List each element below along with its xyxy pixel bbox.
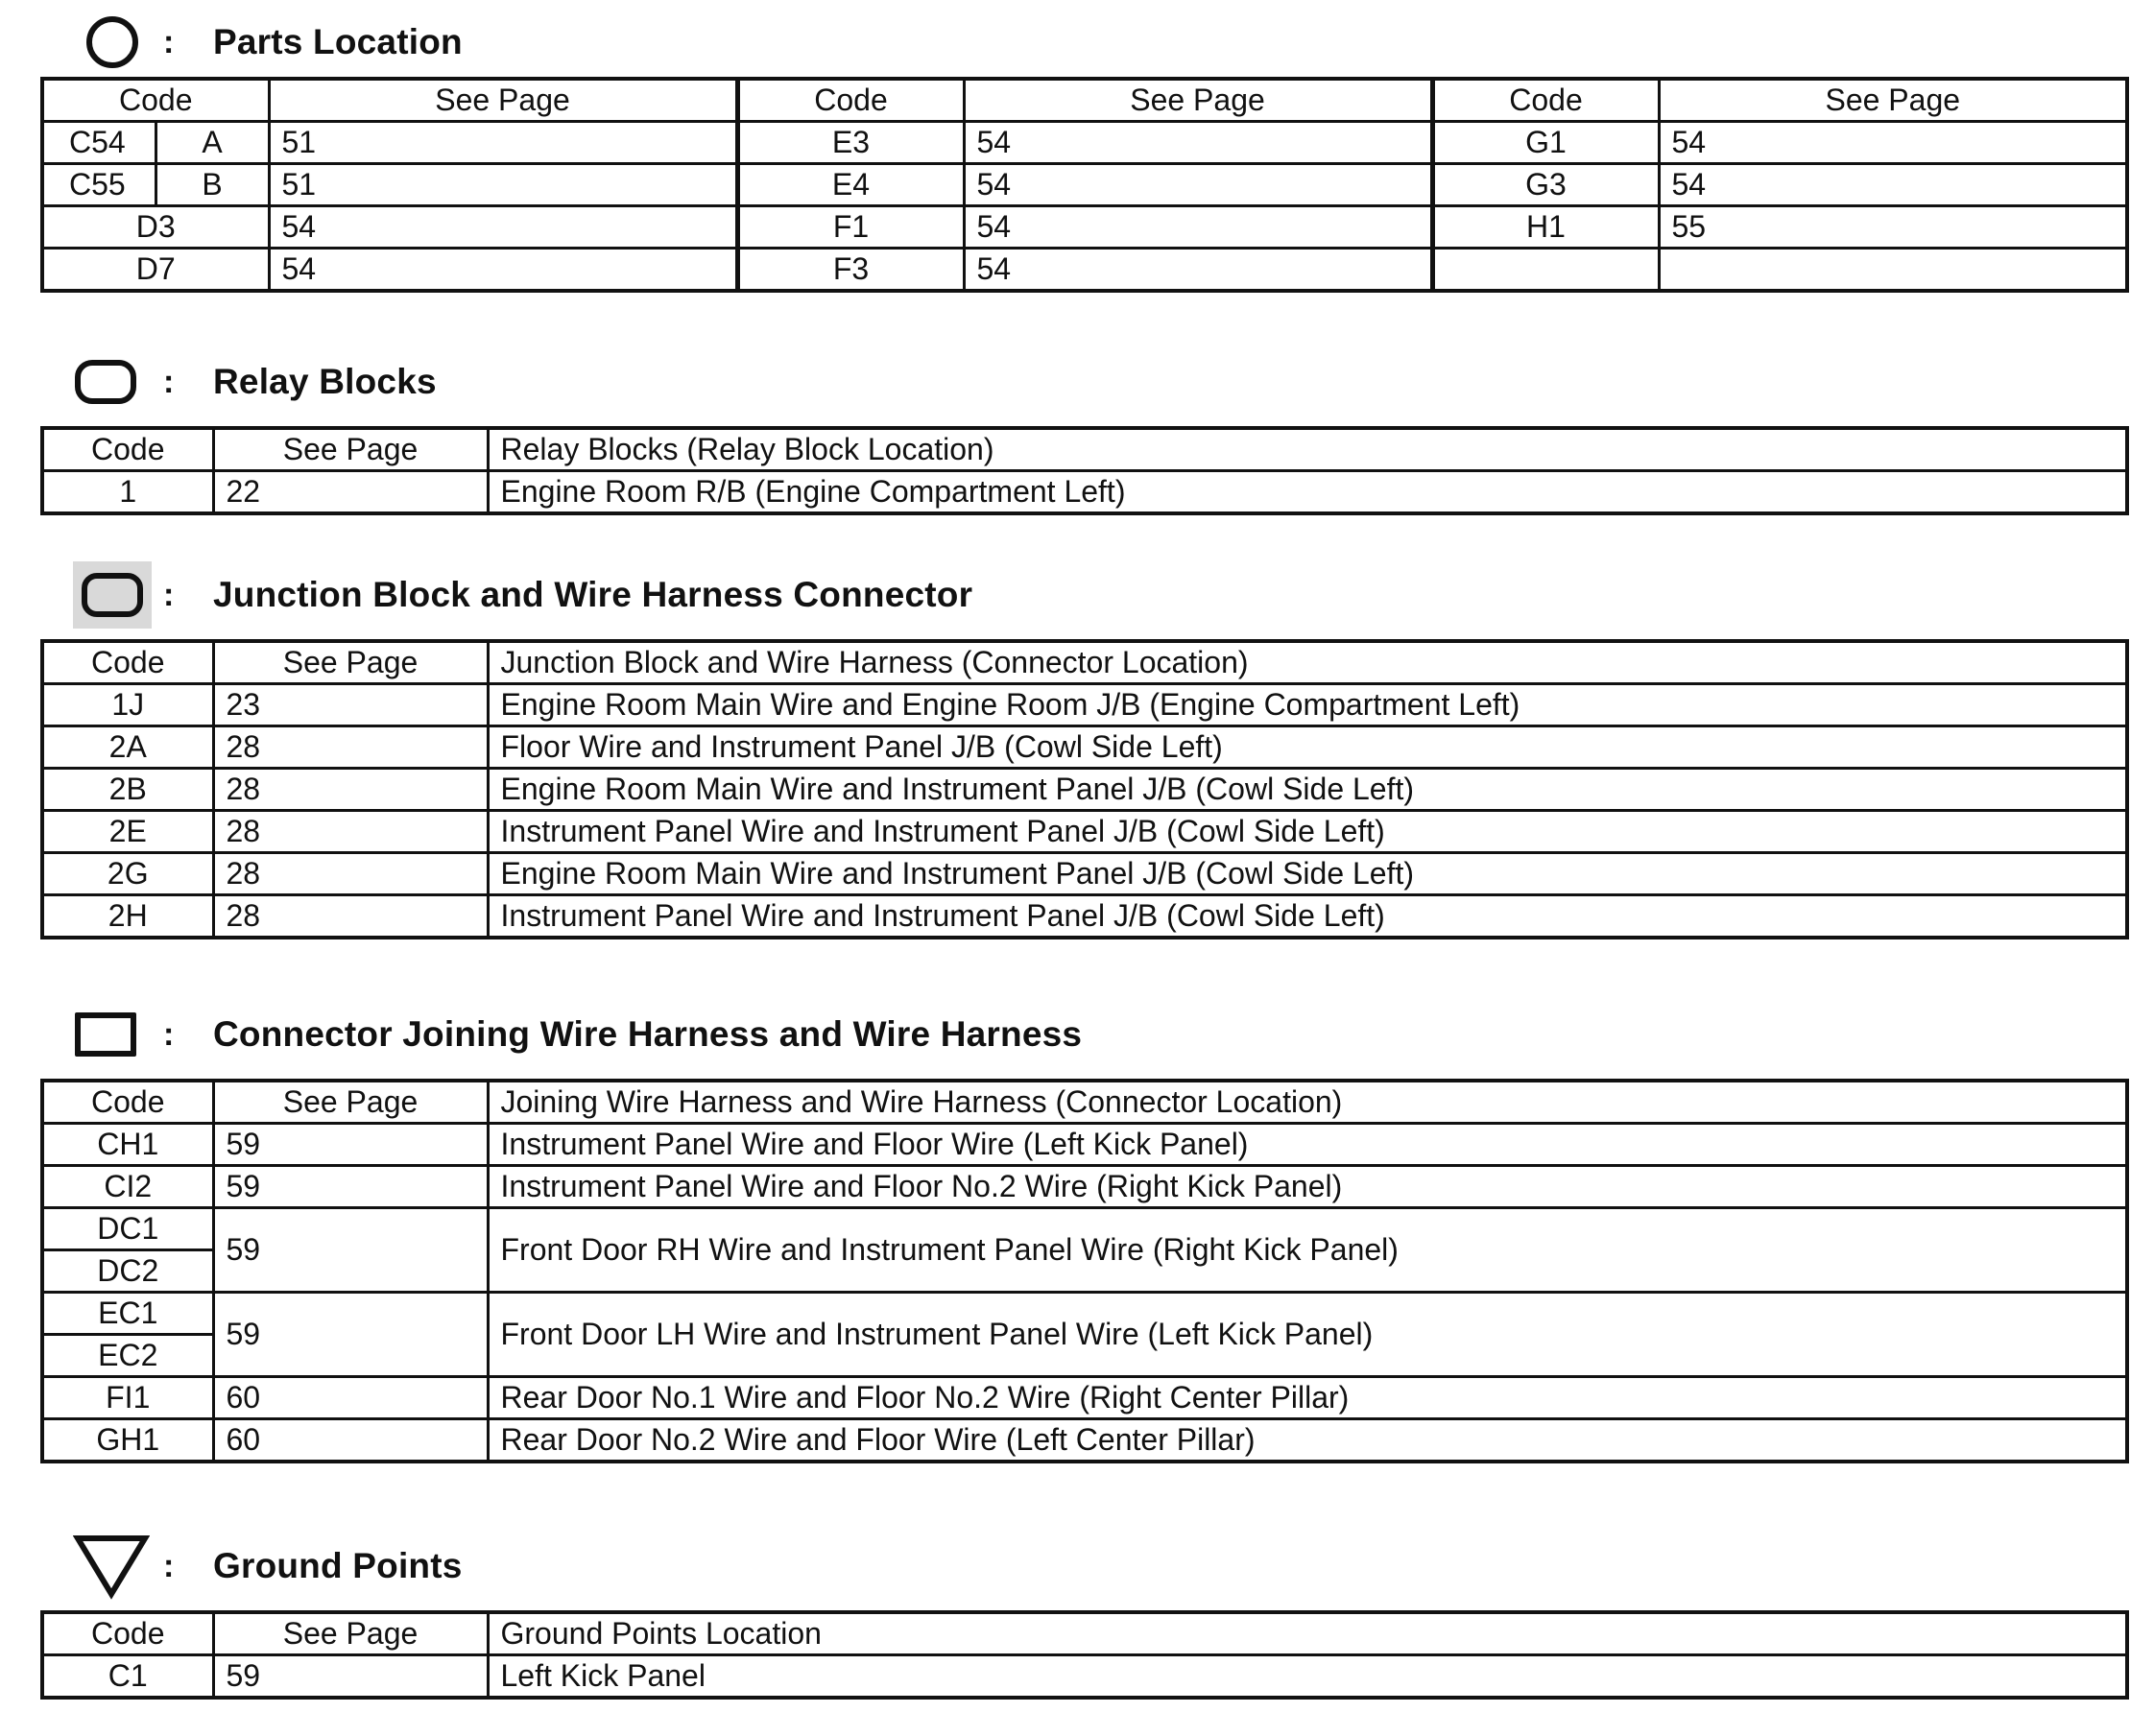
page-cell: 28: [213, 895, 488, 939]
section-title: Parts Location: [213, 22, 463, 61]
page-cell: 59: [213, 1655, 488, 1699]
table-row: [42, 853, 2127, 895]
table-row: [42, 726, 2127, 769]
header-code: Code: [42, 79, 269, 122]
shaded-rounded-box-icon: [73, 561, 152, 629]
page-cell: 28: [213, 853, 488, 895]
table-row: [42, 1655, 2127, 1699]
table-row: [42, 1293, 2127, 1335]
table-row: [42, 206, 2127, 249]
heading-colon: :: [163, 576, 175, 613]
page-cell: 54: [964, 164, 1432, 206]
rectangle-icon: [75, 1012, 136, 1057]
page-cell: 59: [213, 1208, 488, 1293]
code-cell: DC2: [42, 1250, 213, 1293]
header-description: Joining Wire Harness and Wire Harness (Connector Location): [488, 1081, 2127, 1124]
table-header-row: [42, 428, 2127, 471]
page-cell: 54: [1659, 164, 2127, 206]
code-cell: D7: [42, 249, 269, 292]
header-see-page: See Page: [213, 1081, 488, 1124]
page-cell: 54: [964, 122, 1432, 164]
code-cell: H1: [1432, 206, 1659, 249]
page-cell: 54: [964, 206, 1432, 249]
code-cell: G3: [1432, 164, 1659, 206]
table-row: [42, 1166, 2127, 1208]
code-cell: F3: [737, 249, 964, 292]
relay-blocks-heading: [58, 344, 437, 420]
description-cell: Engine Room Main Wire and Instrument Panel J/B (Cowl Side Left): [488, 769, 2127, 811]
page-cell: [1659, 249, 2127, 292]
page-cell: 59: [213, 1124, 488, 1166]
code-cell: G1: [1432, 122, 1659, 164]
code-cell: 2A: [42, 726, 213, 769]
page-cell: 23: [213, 684, 488, 726]
header-code: Code: [1432, 79, 1659, 122]
page-cell: 54: [1659, 122, 2127, 164]
section-title: Ground Points: [213, 1546, 463, 1585]
page-cell: 28: [213, 769, 488, 811]
page-cell: 59: [213, 1293, 488, 1377]
header-description: Ground Points Location: [488, 1612, 2127, 1655]
code-cell: FI1: [42, 1377, 213, 1419]
table-row: [42, 1208, 2127, 1250]
junction-block-heading: [58, 557, 972, 633]
heading-colon: :: [163, 363, 175, 400]
code-cell: E4: [737, 164, 964, 206]
code-cell: EC1: [42, 1293, 213, 1335]
parts-location-heading: [58, 4, 463, 81]
description-cell: Instrument Panel Wire and Floor No.2 Wire (Right Kick Panel): [488, 1166, 2127, 1208]
description-cell: Instrument Panel Wire and Instrument Panel J/B (Cowl Side Left): [488, 811, 2127, 853]
table-row: [42, 1419, 2127, 1463]
table-header-row: [42, 1612, 2127, 1655]
parts-location-table: [40, 77, 2129, 293]
page-cell: 28: [213, 811, 488, 853]
header-see-page: See Page: [269, 79, 737, 122]
table-row: [42, 811, 2127, 853]
table-row: [42, 684, 2127, 726]
code-cell: C55: [42, 164, 156, 206]
ground-points-heading: [58, 1528, 463, 1605]
code-sub-cell: B: [156, 164, 269, 206]
section-title: Connector Joining Wire Harness and Wire Harness: [213, 1014, 1083, 1054]
header-code: Code: [42, 428, 213, 471]
table-row: [42, 249, 2127, 292]
description-cell: Front Door RH Wire and Instrument Panel Wire (Right Kick Panel): [488, 1208, 2127, 1293]
table-row: [42, 895, 2127, 939]
heading-colon: :: [163, 1015, 175, 1053]
code-cell: 2B: [42, 769, 213, 811]
circle-icon: [86, 16, 138, 68]
page-cell: 54: [269, 206, 737, 249]
page-cell: 51: [269, 164, 737, 206]
code-cell: 2H: [42, 895, 213, 939]
code-cell: 2E: [42, 811, 213, 853]
code-cell: CI2: [42, 1166, 213, 1208]
code-cell: GH1: [42, 1419, 213, 1463]
description-cell: Instrument Panel Wire and Floor Wire (Left Kick Panel): [488, 1124, 2127, 1166]
rounded-box-icon: [75, 360, 136, 404]
code-cell: F1: [737, 206, 964, 249]
table-row: [42, 769, 2127, 811]
description-cell: Floor Wire and Instrument Panel J/B (Cowl Side Left): [488, 726, 2127, 769]
page-cell: 60: [213, 1419, 488, 1463]
header-see-page: See Page: [964, 79, 1432, 122]
page-cell: 60: [213, 1377, 488, 1419]
code-cell: D3: [42, 206, 269, 249]
table-row: [42, 122, 2127, 164]
header-code: Code: [42, 1081, 213, 1124]
description-cell: Left Kick Panel: [488, 1655, 2127, 1699]
table-row: [42, 1377, 2127, 1419]
code-cell: 1: [42, 471, 213, 514]
code-cell: C54: [42, 122, 156, 164]
page-cell: 54: [964, 249, 1432, 292]
connector-joining-heading: [58, 996, 1082, 1073]
table-header-row: [42, 641, 2127, 684]
heading-colon: :: [163, 1547, 175, 1584]
code-cell: 1J: [42, 684, 213, 726]
description-cell: Instrument Panel Wire and Instrument Panel J/B (Cowl Side Left): [488, 895, 2127, 939]
code-cell: EC2: [42, 1335, 213, 1377]
heading-colon: :: [163, 23, 175, 60]
ground-points-table: [40, 1610, 2129, 1700]
code-cell: [1432, 249, 1659, 292]
header-code: Code: [42, 641, 213, 684]
page-cell: 54: [269, 249, 737, 292]
header-code: Code: [42, 1612, 213, 1655]
header-see-page: See Page: [213, 641, 488, 684]
section-title: Relay Blocks: [213, 362, 437, 401]
connector-joining-table: [40, 1079, 2129, 1463]
table-row: [42, 471, 2127, 514]
junction-block-table: [40, 639, 2129, 939]
header-description: Relay Blocks (Relay Block Location): [488, 428, 2127, 471]
description-cell: Front Door LH Wire and Instrument Panel Wire (Left Kick Panel): [488, 1293, 2127, 1377]
header-description: Junction Block and Wire Harness (Connector Location): [488, 641, 2127, 684]
table-header-row: [42, 1081, 2127, 1124]
section-title: Junction Block and Wire Harness Connector: [213, 575, 973, 614]
code-cell: E3: [737, 122, 964, 164]
code-cell: 2G: [42, 853, 213, 895]
page-cell: 22: [213, 471, 488, 514]
description-cell: Engine Room R/B (Engine Compartment Left): [488, 471, 2127, 514]
header-code: Code: [737, 79, 964, 122]
header-see-page: See Page: [213, 1612, 488, 1655]
table-row: [42, 164, 2127, 206]
code-cell: DC1: [42, 1208, 213, 1250]
code-cell: CH1: [42, 1124, 213, 1166]
description-cell: Engine Room Main Wire and Engine Room J/B (Engine Compartment Left): [488, 684, 2127, 726]
header-see-page: See Page: [213, 428, 488, 471]
code-cell: C1: [42, 1655, 213, 1699]
relay-blocks-table: [40, 426, 2129, 515]
description-cell: Engine Room Main Wire and Instrument Panel J/B (Cowl Side Left): [488, 853, 2127, 895]
ground-triangle-icon: [73, 1533, 150, 1600]
table-row: [42, 1124, 2127, 1166]
page-cell: 51: [269, 122, 737, 164]
description-cell: Rear Door No.1 Wire and Floor No.2 Wire (Right Center Pillar): [488, 1377, 2127, 1419]
page-cell: 28: [213, 726, 488, 769]
code-sub-cell: A: [156, 122, 269, 164]
description-cell: Rear Door No.2 Wire and Floor Wire (Left Center Pillar): [488, 1419, 2127, 1463]
page-cell: 59: [213, 1166, 488, 1208]
table-header-row: [42, 79, 2127, 122]
header-see-page: See Page: [1659, 79, 2127, 122]
page-cell: 55: [1659, 206, 2127, 249]
